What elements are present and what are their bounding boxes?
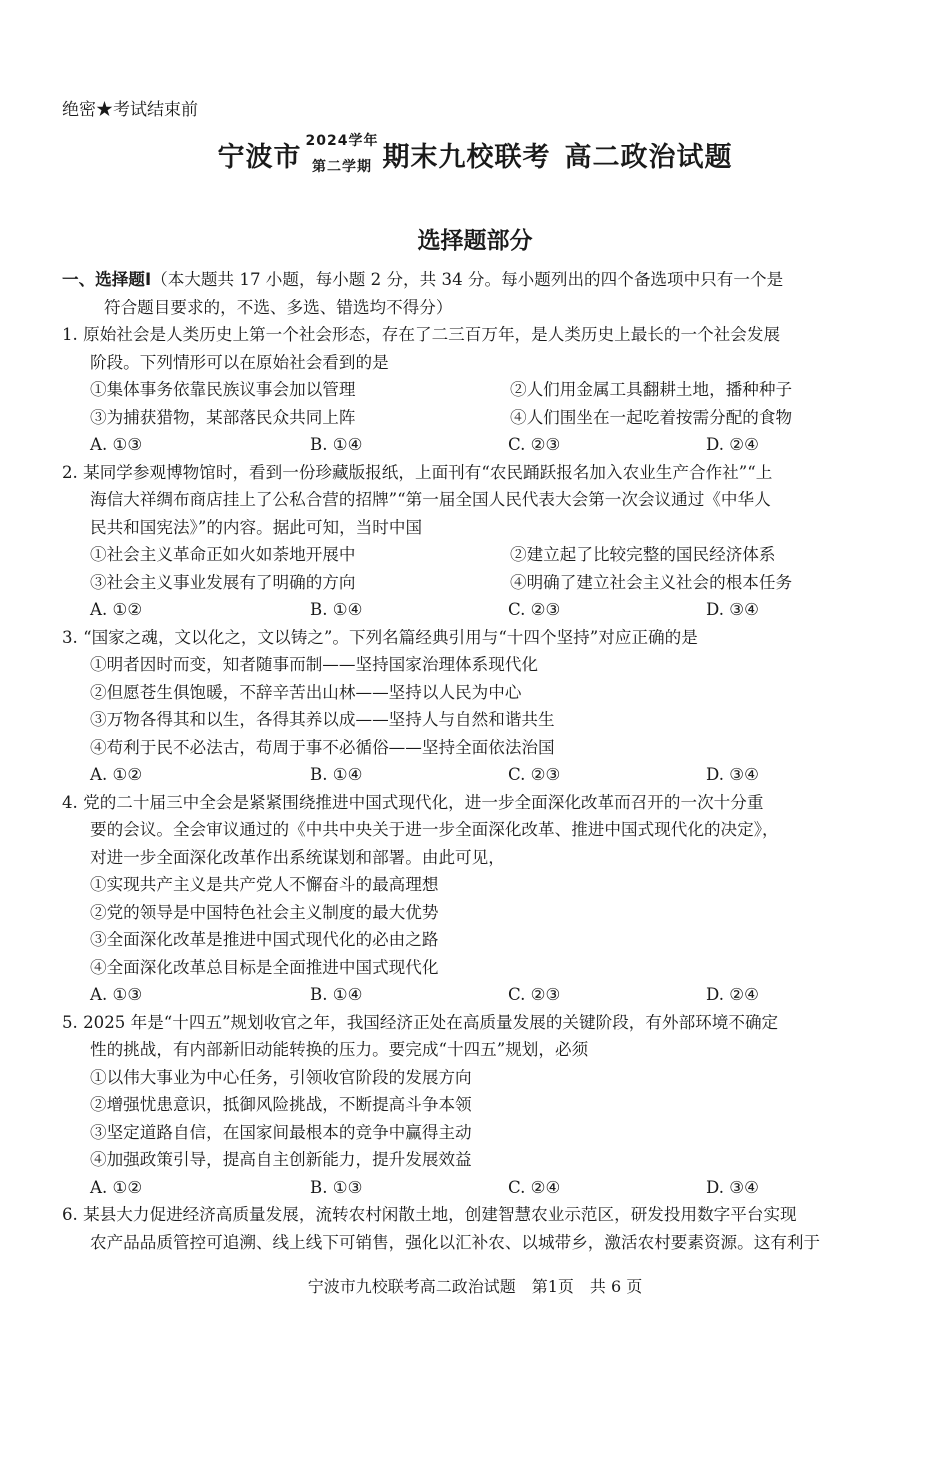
answer-choices — [62, 431, 910, 459]
question-stem: 对进一步全面深化改革作出系统谋划和部署。由此可见， — [90, 847, 505, 867]
question-stem: 民共和国宪法》”的内容。据此可知，当时中国 — [90, 517, 423, 537]
answer-option: D. ②④ — [706, 435, 760, 454]
question-2 — [62, 459, 910, 624]
answer-option: A. ①③ — [90, 435, 143, 454]
answer-option: D. ③④ — [706, 765, 760, 784]
statement: ④明确了建立社会主义社会的根本任务 — [510, 572, 793, 592]
instructions-label: 一、选择题Ⅰ — [62, 270, 152, 289]
statement-list — [62, 541, 910, 596]
question-stem: 2. 某同学参观博物馆时，看到一份珍藏版报纸，上面刊有“农民踊跃报名加入农业生产合作社”“上 — [62, 462, 773, 482]
confidential-label: 绝密★考试结束前 — [62, 100, 198, 120]
question-stem: 5. 2025 年是“十四五”规划收官之年，我国经济正处在高质量发展的关键阶段，有外部环境不确定 — [62, 1012, 779, 1032]
title-term: 第二学期 — [312, 159, 372, 175]
answer-option: C. ②③ — [508, 600, 561, 619]
answer-option: C. ②③ — [508, 985, 561, 1004]
answer-option: B. ①④ — [310, 435, 363, 454]
question-stem: 性的挑战，有内部新旧动能转换的压力。要完成“十四五”规划，必须 — [90, 1040, 589, 1059]
statement: ②党的领导是中国特色社会主义制度的最大优势 — [90, 902, 439, 922]
answer-option: A. ①② — [90, 765, 143, 784]
instructions-line: 一、选择题Ⅰ（本大题共 17 小题，每小题 2 分，共 34 分。每小题列出的四个备选项中只有一个是 — [62, 270, 784, 289]
title-city: 宁波市 — [217, 141, 302, 173]
answer-option: D. ③④ — [706, 600, 760, 619]
answer-choices — [62, 596, 910, 624]
question-stem: 海信大祥绸布商店挂上了公私合营的招牌”“第一届全国人民代表大会第一次会议通过《中华人 — [90, 490, 771, 509]
statement: ②增强忧患意识，抵御风险挑战，不断提高斗争本领 — [90, 1095, 472, 1114]
answer-choices — [62, 1174, 910, 1202]
answer-option: A. ①③ — [90, 985, 143, 1004]
title-year: 2024学年 — [305, 133, 379, 149]
question-stem: 3. “国家之魂，文以化之，文以铸之”。下列名篇经典引用与“十四个坚持”对应正确的是 — [62, 627, 698, 647]
answer-option: C. ②③ — [508, 435, 561, 454]
question-6 — [62, 1201, 910, 1256]
instructions-line: 符合题目要求的，不选、多选、错选均不得分） — [104, 297, 453, 317]
statement: ③社会主义事业发展有了明确的方向 — [90, 572, 356, 592]
statement: ③全面深化改革是推进中国式现代化的必由之路 — [90, 930, 439, 949]
question-stem: 6. 某县大力促进经济高质量发展，流转农村闲散土地，创建智慧农业示范区，研发投用数字平台实现 — [62, 1205, 797, 1224]
answer-option: B. ①④ — [310, 600, 363, 619]
statement: ②建立起了比较完整的国民经济体系 — [510, 545, 776, 564]
statement: ②但愿苍生俱饱暖，不辞辛苦出山林——坚持以人民为中心 — [90, 682, 522, 702]
exam-title — [0, 132, 950, 176]
answer-option: B. ①③ — [310, 1177, 363, 1197]
answer-option: D. ②④ — [706, 985, 760, 1004]
statement: ①明者因时而变，知者随事而制——坚持国家治理体系现代化 — [90, 655, 539, 674]
statement: ①实现共产主义是共产党人不懈奋斗的最高理想 — [90, 875, 439, 894]
question-stem: 要的会议。全会审议通过的《中共中央关于进一步全面深化改革、推进中国式现代化的决定》， — [90, 820, 779, 839]
question-stem: 4. 党的二十届三中全会是紧紧围绕推进中国式现代化，进一步全面深化改革而召开的一次十分重 — [62, 792, 764, 812]
answer-option: C. ②③ — [508, 765, 561, 784]
question-4 — [62, 789, 910, 1009]
statement: ④苟利于民不必法古，苟周于事不必循俗——坚持全面依法治国 — [90, 737, 555, 757]
question-stem: 1. 原始社会是人类历史上第一个社会形态，存在了二三百万年，是人类历史上最长的一个社会发展 — [62, 325, 781, 344]
statement: ①社会主义革命正如火如荼地开展中 — [90, 545, 356, 564]
answer-option: B. ①④ — [310, 985, 363, 1004]
statement: ①以伟大事业为中心任务，引领收官阶段的发展方向 — [90, 1067, 472, 1087]
answer-choices — [62, 981, 910, 1009]
statement: ③为捕获猎物，某部落民众共同上阵 — [90, 407, 356, 427]
answer-option: C. ②④ — [508, 1177, 561, 1197]
statement: ③坚定道路自信，在国家间最根本的竞争中赢得主动 — [90, 1122, 472, 1142]
title-subject: 高二政治试题 — [564, 141, 733, 173]
statement: ④加强政策引导，提高自主创新能力，提升发展效益 — [90, 1150, 472, 1169]
question-5 — [62, 1009, 910, 1202]
answer-option: A. ①② — [90, 600, 143, 619]
title-exam: 期末九校联考 — [382, 141, 551, 173]
page-footer: 宁波市九校联考高二政治试题 第1页 共 6 页 — [307, 1277, 643, 1296]
answer-option: B. ①④ — [310, 765, 363, 784]
answer-option: D. ③④ — [706, 1177, 760, 1197]
statement: ②人们用金属工具翻耕土地，播种种子 — [510, 380, 793, 399]
question-stem: 农产品品质管控可追溯、线上线下可销售，强化以汇补农、以城带乡，激活农村要素资源。这有利于 — [90, 1232, 821, 1252]
statement: ④人们围坐在一起吃着按需分配的食物 — [510, 407, 793, 427]
question-list — [62, 266, 910, 1256]
section-title: 选择题部分 — [417, 228, 533, 254]
statement: ①集体事务依靠民族议事会加以管理 — [90, 380, 356, 399]
statement: ④全面深化改革总目标是全面推进中国式现代化 — [90, 957, 439, 977]
answer-choices — [62, 761, 910, 789]
question-3 — [62, 624, 910, 789]
question-stem: 阶段。下列情形可以在原始社会看到的是 — [90, 352, 389, 372]
statement: ③万物各得其和以生，各得其养以成——坚持人与自然和谐共生 — [90, 710, 555, 729]
statement-list — [62, 376, 910, 431]
question-1 — [62, 321, 910, 459]
answer-option: A. ①② — [90, 1177, 143, 1197]
